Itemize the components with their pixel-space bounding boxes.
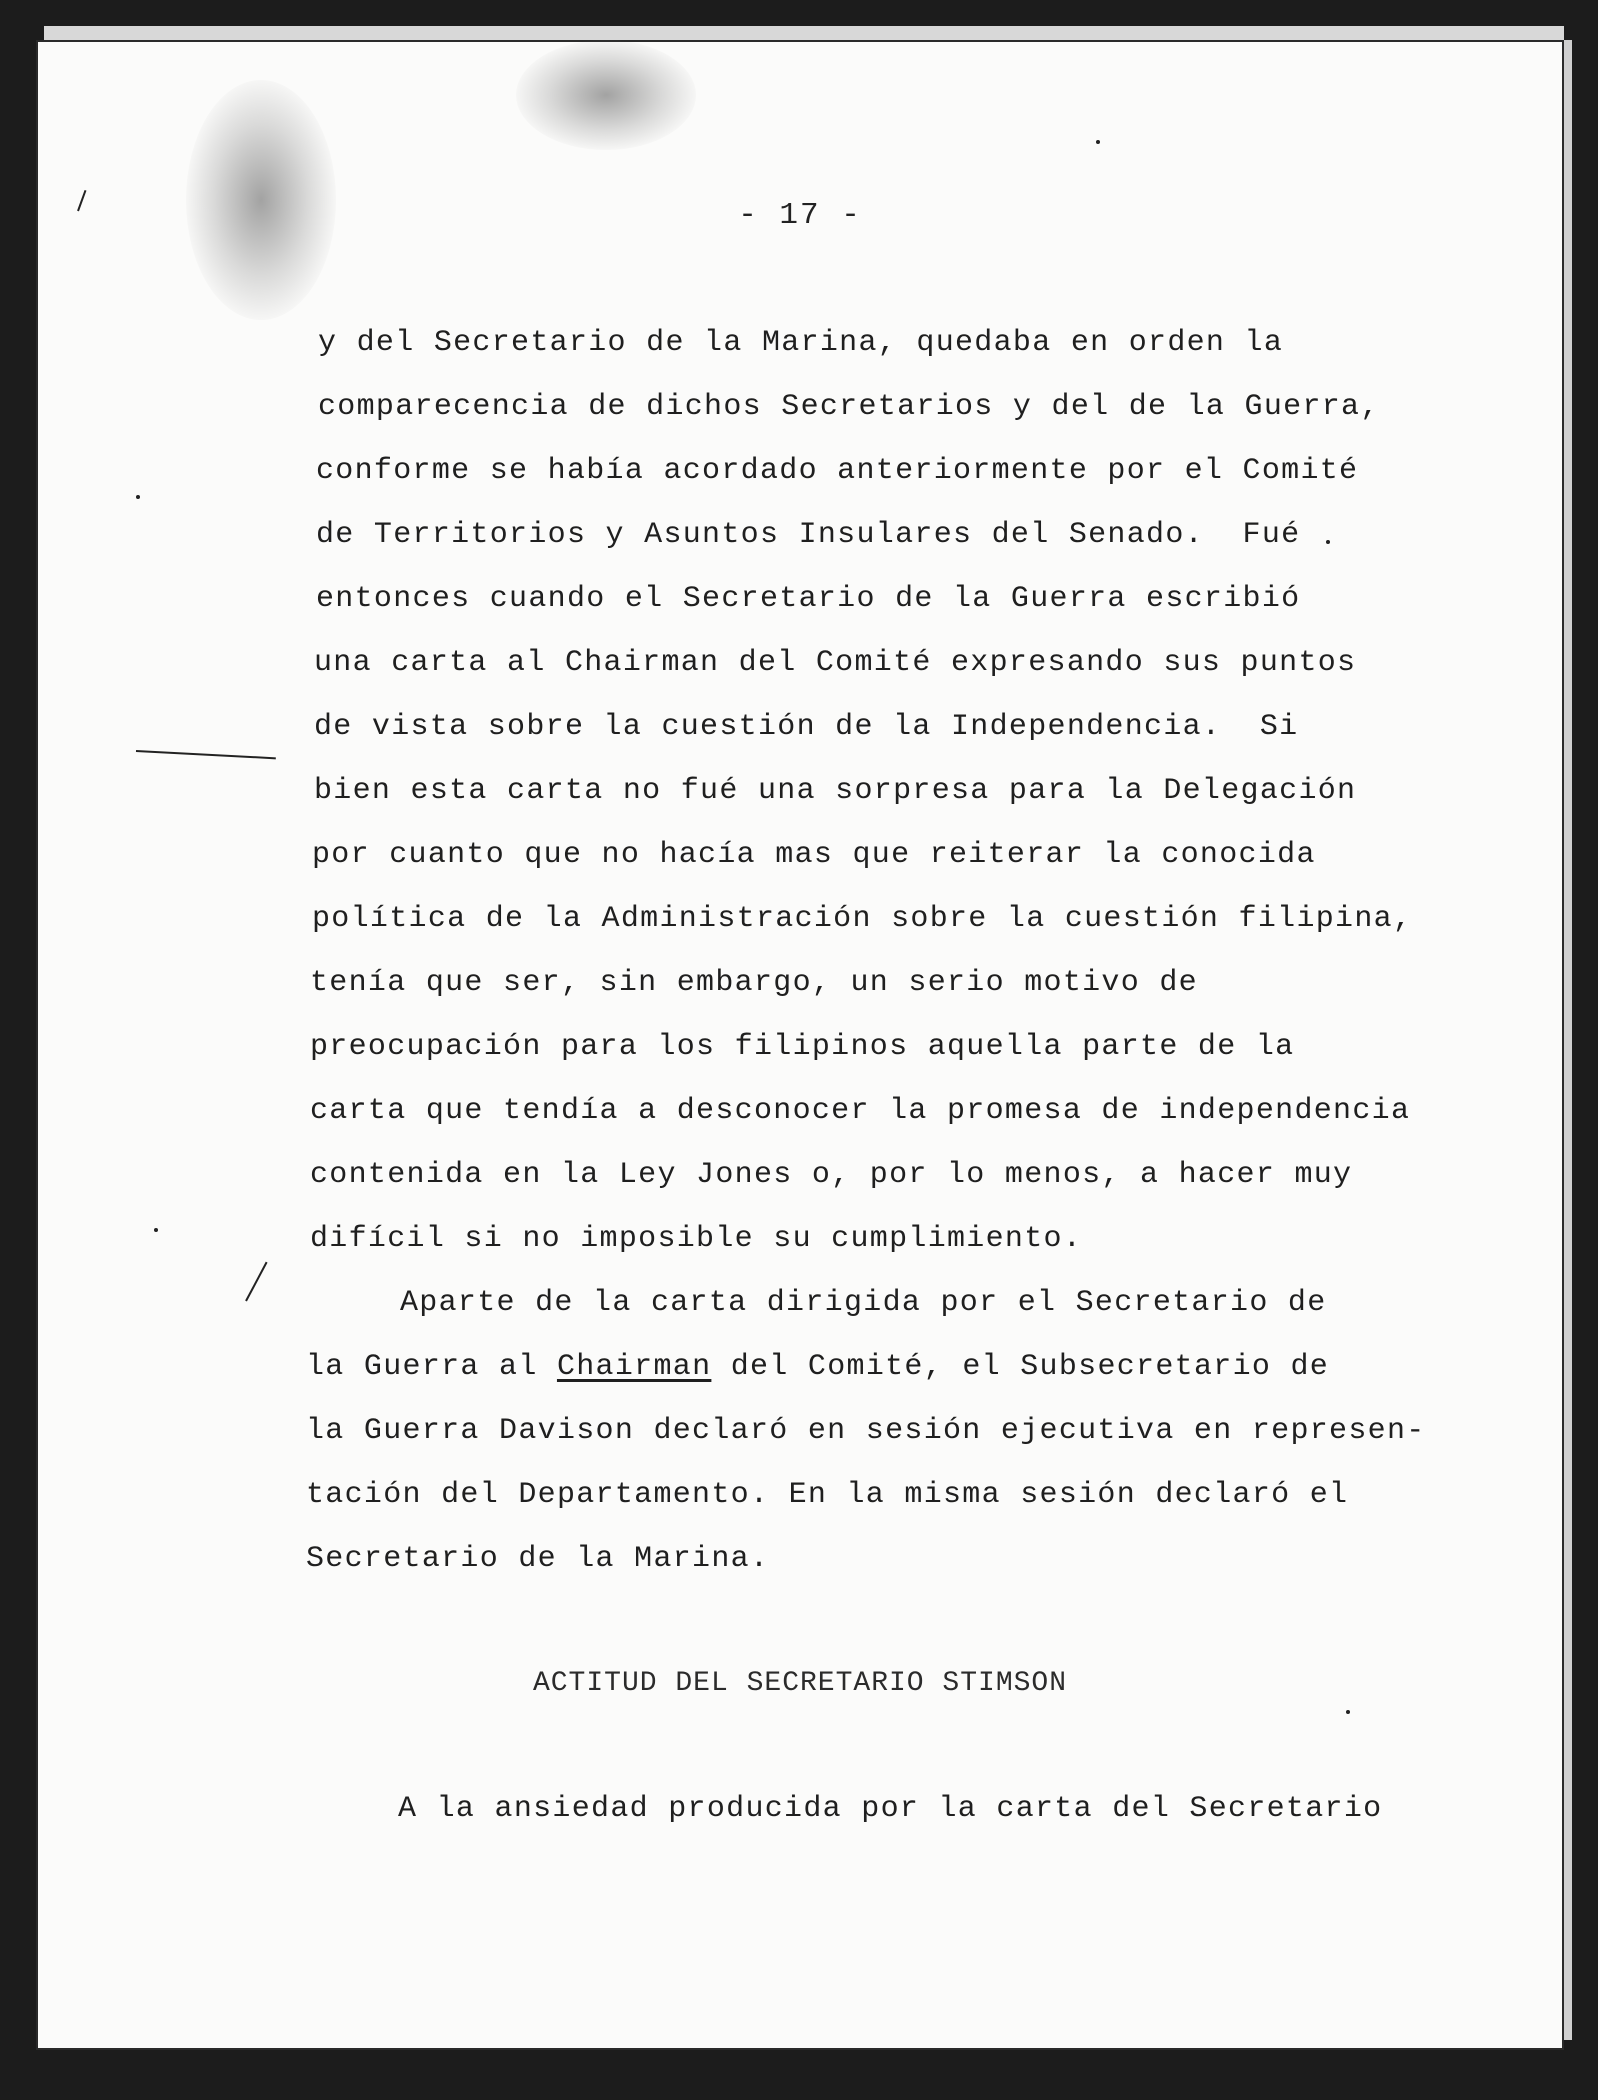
text-segment: la Guerra al xyxy=(306,1350,557,1384)
text-line: entonces cuando el Secretario de la Guerra escribió xyxy=(316,582,1301,616)
text-line: difícil si no imposible su cumplimiento. xyxy=(310,1222,1083,1256)
ink-smudge xyxy=(516,40,696,150)
text-line: contenida en la Ley Jones o, por lo menos, a hacer muy xyxy=(310,1158,1353,1192)
text-line: carta que tendía a desconocer la promesa de independencia xyxy=(310,1094,1411,1128)
text-line: y del Secretario de la Marina, quedaba en orden la xyxy=(318,326,1284,360)
text-line: conforme se había acordado anteriormente por el Comité xyxy=(316,454,1359,488)
ink-speck xyxy=(136,495,140,499)
text-line: A la ansiedad producida por la carta del Secretario xyxy=(398,1792,1383,1826)
text-line: tación del Departamento. En la misma sesión declaró el xyxy=(306,1478,1349,1512)
text-line: preocupación para los filipinos aquella parte de la xyxy=(310,1030,1295,1064)
ink-speck xyxy=(154,1228,158,1232)
text-line: Aparte de la carta dirigida por el Secretario de xyxy=(400,1286,1327,1320)
text-segment: del Comité, el Subsecretario de xyxy=(711,1350,1330,1384)
text-line: por cuanto que no hacía mas que reiterar la conocida xyxy=(312,838,1316,872)
text-line-with-underline xyxy=(306,1350,1329,1384)
document-page xyxy=(36,40,1564,2050)
section-heading: ACTITUD DEL SECRETARIO STIMSON xyxy=(532,1668,1068,1699)
underlined-word: Chairman xyxy=(556,1350,712,1384)
text-line: Secretario de la Marina. xyxy=(306,1542,770,1576)
text-line: comparecencia de dichos Secretarios y del de la Guerra, xyxy=(318,390,1380,424)
ink-speck xyxy=(1096,140,1100,144)
ink-speck xyxy=(1346,1710,1350,1714)
text-line: política de la Administración sobre la cuestión filipina, xyxy=(312,902,1413,936)
text-line: tenía que ser, sin embargo, un serio motivo de xyxy=(310,966,1198,1000)
page-number: - 17 - xyxy=(738,198,862,233)
text-line: una carta al Chairman del Comité expresando sus puntos xyxy=(314,646,1357,680)
text-line: bien esta carta no fué una sorpresa para la Delegación xyxy=(314,774,1357,808)
text-line: de vista sobre la cuestión de la Independencia. Si xyxy=(314,710,1299,744)
text-line: de Territorios y Asuntos Insulares del Senado. Fué xyxy=(316,518,1301,552)
stray-pen-mark xyxy=(136,750,276,759)
text-line: la Guerra Davison declaró en sesión ejecutiva en represen- xyxy=(306,1414,1426,1448)
stray-pen-mark xyxy=(245,1262,267,1302)
ink-speck xyxy=(1326,540,1330,544)
